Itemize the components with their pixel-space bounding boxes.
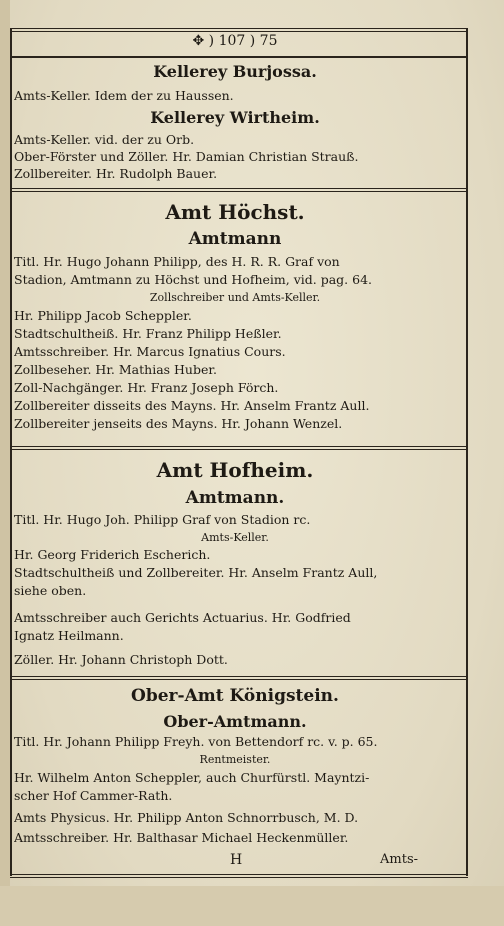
section-line: Titl. Hr. Johann Philipp Freyh. von Bettendorf rc. v. p. 65. (14, 734, 378, 749)
section-subtitle: Amtmann. (185, 488, 285, 508)
section-line: Zollbereiter jenseits des Mayns. Hr. Johann Wenzel. (14, 416, 343, 431)
catchword: Amts- (380, 852, 419, 867)
header-rule (10, 56, 468, 58)
section-line: Ober-Förster und Zöller. Hr. Damian Christian Strauß. (14, 149, 359, 164)
section-line: Amts-Keller. vid. der zu Orb. (14, 132, 195, 147)
section-title-hoechst: Amt Höchst. (165, 200, 305, 224)
section-line: Hr. Philipp Jacob Scheppler. (14, 308, 192, 323)
section-line: Hr. Wilhelm Anton Scheppler, auch Churfürstl. Mayntzi- (14, 770, 370, 785)
section-line: Amtsschreiber auch Gerichts Actuarius. Hr. Godfried (14, 610, 351, 625)
section-title-koenigstein: Ober-Amt Königstein. (131, 686, 339, 706)
section-title-wirtheim: Kellerey Wirtheim. (150, 108, 320, 127)
section-line: Zollbereiter. Hr. Rudolph Bauer. (14, 166, 218, 181)
section-line: Amtsschreiber. Hr. Balthasar Michael Heckenmüller. (14, 830, 349, 845)
signature-mark: H (230, 852, 243, 868)
section-rule (10, 676, 468, 680)
top-rule (10, 28, 468, 32)
section-line: siehe oben. (14, 583, 87, 598)
page-bottom-margin (0, 886, 504, 926)
section-line: Stadtschultheiß und Zollbereiter. Hr. Anselm Frantz Aull, (14, 565, 378, 580)
section-line: Zollschreiber und Amts-Keller. (149, 291, 321, 304)
section-line: Amtsschreiber. Hr. Marcus Ignatius Cours. (14, 344, 286, 359)
section-title-hofheim: Amt Hofheim. (156, 458, 314, 482)
page-header: ✥ ) 107 ) 75 (192, 34, 278, 49)
section-title-burjossa: Kellerey Burjossa. (153, 62, 317, 81)
section-rule (10, 188, 468, 192)
section-line: Zoll-Nachgänger. Hr. Franz Joseph Förch. (14, 380, 279, 395)
section-line: Amts-Keller. (201, 531, 269, 544)
section-rule (10, 446, 468, 450)
section-line: Hr. Georg Friderich Escherich. (14, 547, 211, 562)
section-line: Amts-Keller. Idem der zu Haussen. (14, 88, 234, 103)
bottom-rule (10, 874, 468, 878)
section-line: Zollbeseher. Hr. Mathias Huber. (14, 362, 217, 377)
page-gutter (0, 0, 10, 926)
section-line: Stadtschultheiß. Hr. Franz Philipp Heßler. (14, 326, 282, 341)
section-subtitle: Amtmann (188, 229, 282, 249)
section-line: Amts Physicus. Hr. Philipp Anton Schnorrbusch, M. D. (14, 810, 359, 825)
section-line: Zöller. Hr. Johann Christoph Dott. (14, 652, 228, 667)
section-line: Rentmeister. (199, 753, 271, 766)
section-line: scher Hof Cammer-Rath. (14, 788, 173, 803)
section-line: Titl. Hr. Hugo Johann Philipp, des H. R. R. Graf von (14, 254, 340, 269)
section-line: Titl. Hr. Hugo Joh. Philipp Graf von Stadion rc. (14, 512, 311, 527)
section-line: Ignatz Heilmann. (14, 628, 124, 643)
section-line: Stadion, Amtmann zu Höchst und Hofheim, vid. pag. 64. (14, 272, 373, 287)
section-subtitle: Ober-Amtmann. (163, 712, 307, 731)
section-line: Zollbereiter disseits des Mayns. Hr. Anselm Frantz Aull. (14, 398, 370, 413)
